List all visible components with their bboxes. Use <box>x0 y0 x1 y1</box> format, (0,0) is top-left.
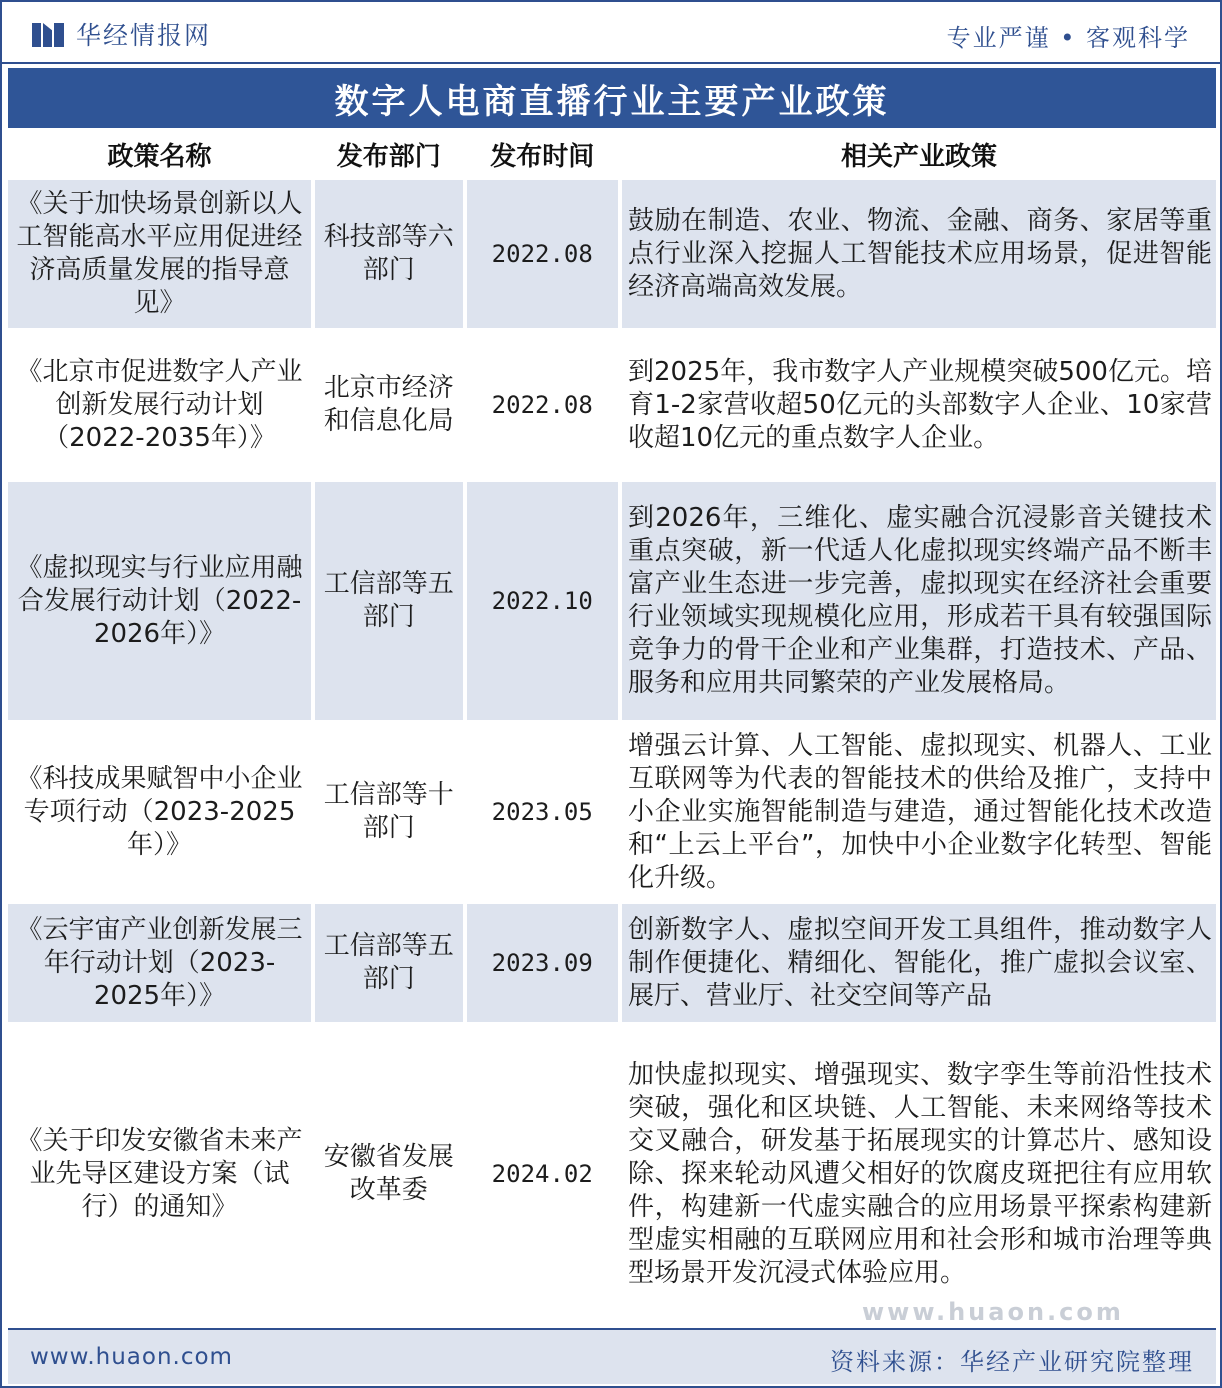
date-cell: 2022.08 <box>467 328 618 482</box>
department-cell: 安徽省发展改革委 <box>315 1022 463 1326</box>
column-header-policy-name: 政策名称 <box>107 141 212 172</box>
department-cell: 工信部等十部门 <box>315 720 463 904</box>
department-cell: 科技部等六部门 <box>315 180 463 328</box>
page-title: 数字人电商直播行业主要产业政策 <box>334 81 890 122</box>
huajing-logo-icon <box>32 19 66 49</box>
date-cell: 2024.02 <box>467 1022 618 1326</box>
policy-table <box>8 128 1216 1326</box>
policy-name-cell: 《虚拟现实与行业应用融合发展行动计划（2022-2026年）》 <box>8 482 311 720</box>
policy-content-cell: 创新数字人、虚拟空间开发工具组件，推动数字人制作便捷化、精细化、智能化，推广虚拟会议室、展厅、营业厅、社交空间等产品 <box>622 904 1216 1022</box>
date-cell: 2023.05 <box>467 720 618 904</box>
table-row <box>8 180 1216 328</box>
title-bar <box>8 68 1216 128</box>
department-cell: 北京市经济和信息化局 <box>315 328 463 482</box>
table-row <box>8 328 1216 482</box>
top-header <box>2 2 1220 64</box>
policy-name-cell: 《关于印发安徽省未来产业先导区建设方案（试行）的通知》 <box>8 1022 311 1326</box>
slogan: 专业严谨 • 客观科学 <box>946 24 1190 52</box>
table-header <box>8 128 1216 180</box>
brand-name: 华经情报网 <box>76 21 212 50</box>
footer-site-link[interactable]: www.huaon.com <box>30 1344 233 1370</box>
policy-name-cell: 《云宇宙产业创新发展三年行动计划（2023-2025年）》 <box>8 904 311 1022</box>
date-cell: 2022.10 <box>467 482 618 720</box>
table-row <box>8 482 1216 720</box>
policy-content-cell: 鼓励在制造、农业、物流、金融、商务、家居等重点行业深入挖掘人工智能技术应用场景，促进智能经济高端高效发展。 <box>622 180 1216 328</box>
column-header-date: 发布时间 <box>490 141 595 172</box>
table-row <box>8 904 1216 1022</box>
policy-name-cell: 《关于加快场景创新以人工智能高水平应用促进经济高质量发展的指导意见》 <box>8 180 311 328</box>
policy-content-cell: 增强云计算、人工智能、虚拟现实、机器人、工业互联网等为代表的智能技术的供给及推广，支持中小企业实施智能制造与建造，通过智能化技术改造和“上云上平台”，加快中小企业数字化转型、智能化升级。 <box>622 720 1216 904</box>
brand[interactable] <box>32 16 211 52</box>
date-cell: 2022.08 <box>467 180 618 328</box>
watermark-text: www.huaon.com <box>862 1298 1124 1326</box>
column-header-policy: 相关产业政策 <box>840 141 997 172</box>
policy-name-cell: 《北京市促进数字人产业创新发展行动计划（2022-2035年）》 <box>8 328 311 482</box>
policy-content-cell: 到2025年，我市数字人产业规模突破500亿元。培育1-2家营收超50亿元的头部数字人企业、10家营收超10亿元的重点数字人企业。 <box>622 328 1216 482</box>
table-row <box>8 720 1216 904</box>
footer-source: 资料来源：华经产业研究院整理 <box>830 1348 1194 1376</box>
policy-content-cell: 加快虚拟现实、增强现实、数字孪生等前沿性技术突破，强化和区块链、人工智能、未来网络等技术交叉融合，研发基于拓展现实的计算芯片、感知设除、探来轮动风遭父相好的饮腐皮斑把往有应用软件，构建新一代虚实融合的应用场景平探索构建新型虚实相融的互联网应用和社会形和城市治理等典型场景开发沉浸式体验应用。 <box>622 1022 1216 1326</box>
department-cell: 工信部等五部门 <box>315 904 463 1022</box>
policy-name-cell: 《科技成果赋智中小企业专项行动（2023-2025年）》 <box>8 720 311 904</box>
table-row <box>8 1022 1216 1326</box>
footer <box>8 1328 1216 1384</box>
column-header-department: 发布部门 <box>336 141 441 172</box>
date-cell: 2023.09 <box>467 904 618 1022</box>
department-cell: 工信部等五部门 <box>315 482 463 720</box>
policy-content-cell: 到2026年，三维化、虚实融合沉浸影音关键技术重点突破，新一代适人化虚拟现实终端产品不断丰富产业生态进一步完善，虚拟现实在经济社会重要行业领域实现规模化应用，形成若干具有较强国际竞争力的骨干企业和产业集群，打造技术、产品、服务和应用共同繁荣的产业发展格局。 <box>622 482 1216 720</box>
